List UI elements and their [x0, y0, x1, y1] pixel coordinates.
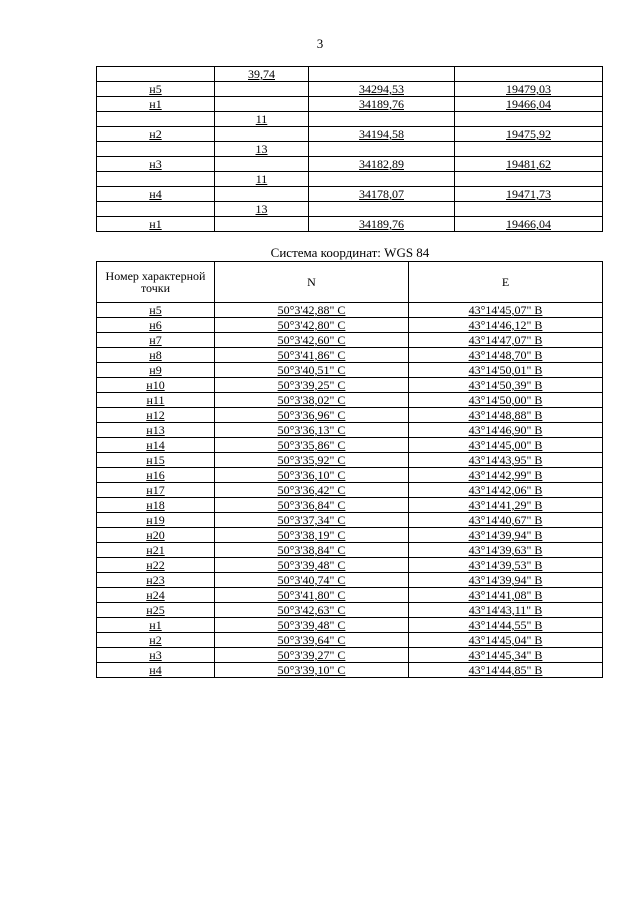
- table-row: [97, 468, 603, 483]
- e-coordinate-cell-text: 43°14'45,00" В: [468, 438, 543, 452]
- e-coordinate-cell: [409, 543, 603, 558]
- e-coordinate-cell: [409, 303, 603, 318]
- n-coordinate-cell: [215, 543, 409, 558]
- point-name-cell: [97, 318, 215, 333]
- table-row: [97, 663, 603, 678]
- local-coordinates-table: [96, 66, 603, 232]
- table-row: [97, 498, 603, 513]
- e-coordinate-cell: [409, 468, 603, 483]
- n-coordinate-cell: [215, 318, 409, 333]
- point-name-cell-text: н21: [146, 543, 165, 557]
- e-coordinate-cell: [409, 663, 603, 678]
- y-coordinate-cell-text: 19466,04: [506, 97, 551, 111]
- n-coordinate-cell: [215, 393, 409, 408]
- n-coordinate-cell: [215, 603, 409, 618]
- n-coordinate-cell: [215, 573, 409, 588]
- n-coordinate-cell-text: 50°3'39,48" С: [277, 618, 346, 632]
- point-name-cell: [97, 588, 215, 603]
- e-coordinate-cell-text: 43°14'39,94" В: [468, 528, 543, 542]
- e-coordinate-cell: [409, 618, 603, 633]
- n-coordinate-cell-text: 50°3'36,13" С: [277, 423, 346, 437]
- point-name-cell-text: н1: [149, 618, 162, 632]
- point-name-cell-text: н6: [149, 318, 162, 332]
- point-name-cell: [97, 333, 215, 348]
- n-coordinate-cell: [215, 453, 409, 468]
- e-coordinate-cell: [409, 498, 603, 513]
- point-name-cell-text: н4: [149, 663, 162, 677]
- e-coordinate-cell-text: 43°14'44,85" В: [468, 663, 543, 677]
- table-row: [97, 558, 603, 573]
- e-coordinate-cell-text: 43°14'45,34" В: [468, 648, 543, 662]
- n-coordinate-cell: [215, 618, 409, 633]
- point-name-cell-text: н4: [149, 187, 162, 201]
- y-coordinate-cell: [455, 187, 603, 202]
- point-name-cell: [97, 423, 215, 438]
- point-name-cell-text: н25: [146, 603, 165, 617]
- n-coordinate-cell: [215, 468, 409, 483]
- header-n: N: [215, 262, 409, 303]
- e-coordinate-cell: [409, 558, 603, 573]
- e-coordinate-cell-text: 43°14'42,99" В: [468, 468, 543, 482]
- e-coordinate-cell-text: 43°14'39,53" В: [468, 558, 543, 572]
- segment-length-cell: [215, 187, 309, 202]
- segment-length-cell: [215, 82, 309, 97]
- n-coordinate-cell: [215, 378, 409, 393]
- table-row: [97, 333, 603, 348]
- table-row: [97, 217, 603, 232]
- e-coordinate-cell-text: 43°14'50,01" В: [468, 363, 543, 377]
- point-name-cell-text: н7: [149, 333, 162, 347]
- point-name-cell: [97, 142, 215, 157]
- point-name-cell-text: н9: [149, 363, 162, 377]
- segment-length-cell-text: 13: [255, 202, 268, 216]
- n-coordinate-cell: [215, 483, 409, 498]
- point-name-cell: [97, 513, 215, 528]
- table-row: [97, 82, 603, 97]
- e-coordinate-cell: [409, 378, 603, 393]
- e-coordinate-cell: [409, 318, 603, 333]
- point-name-cell: [97, 348, 215, 363]
- e-coordinate-cell: [409, 633, 603, 648]
- e-coordinate-cell-text: 43°14'41,29" В: [468, 498, 543, 512]
- segment-length-cell: [215, 127, 309, 142]
- point-name-cell-text: н11: [146, 393, 165, 407]
- table-row: [97, 483, 603, 498]
- table-row: [97, 528, 603, 543]
- e-coordinate-cell-text: 43°14'41,08" В: [468, 588, 543, 602]
- point-name-cell: [97, 303, 215, 318]
- x-coordinate-cell: [309, 157, 455, 172]
- point-name-cell: [97, 453, 215, 468]
- point-name-cell: [97, 187, 215, 202]
- y-coordinate-cell-text: 19466,04: [506, 217, 551, 231]
- y-coordinate-cell-text: 19481,62: [506, 157, 551, 171]
- table-row: [97, 408, 603, 423]
- point-name-cell-text: н18: [146, 498, 165, 512]
- n-coordinate-cell-text: 50°3'42,88" С: [277, 303, 346, 317]
- n-coordinate-cell-text: 50°3'36,42" С: [277, 483, 346, 497]
- table-row: [97, 438, 603, 453]
- y-coordinate-cell: [455, 202, 603, 217]
- x-coordinate-cell: [309, 142, 455, 157]
- x-coordinate-cell: [309, 127, 455, 142]
- x-coordinate-cell-text: 34182,89: [359, 157, 404, 171]
- n-coordinate-cell-text: 50°3'40,51" С: [277, 363, 346, 377]
- n-coordinate-cell-text: 50°3'42,60" С: [277, 333, 346, 347]
- e-coordinate-cell-text: 43°14'43,95" В: [468, 453, 543, 467]
- x-coordinate-cell-text: 34189,76: [359, 97, 404, 111]
- table-row: [97, 142, 603, 157]
- e-coordinate-cell-text: 43°14'48,88" В: [468, 408, 543, 422]
- table-row: [97, 543, 603, 558]
- point-name-cell-text: н17: [146, 483, 165, 497]
- n-coordinate-cell-text: 50°3'39,64" С: [277, 633, 346, 647]
- point-name-cell: [97, 498, 215, 513]
- n-coordinate-cell: [215, 663, 409, 678]
- y-coordinate-cell-text: 19475,92: [506, 127, 551, 141]
- n-coordinate-cell: [215, 438, 409, 453]
- y-coordinate-cell-text: 19471,73: [506, 187, 551, 201]
- e-coordinate-cell-text: 43°14'39,63" В: [468, 543, 543, 557]
- y-coordinate-cell: [455, 127, 603, 142]
- point-name-cell: [97, 438, 215, 453]
- n-coordinate-cell: [215, 528, 409, 543]
- table-row: [97, 187, 603, 202]
- point-name-cell-text: н14: [146, 438, 165, 452]
- e-coordinate-cell: [409, 438, 603, 453]
- n-coordinate-cell: [215, 588, 409, 603]
- table-row: [97, 633, 603, 648]
- point-name-cell: [97, 97, 215, 112]
- e-coordinate-cell-text: 43°14'42,06" В: [468, 483, 543, 497]
- point-name-cell-text: н19: [146, 513, 165, 527]
- point-name-cell: [97, 82, 215, 97]
- point-name-cell-text: н13: [146, 423, 165, 437]
- e-coordinate-cell-text: 43°14'45,07" В: [468, 303, 543, 317]
- point-name-cell-text: н5: [149, 82, 162, 96]
- e-coordinate-cell-text: 43°14'45,04" В: [468, 633, 543, 647]
- n-coordinate-cell: [215, 633, 409, 648]
- e-coordinate-cell: [409, 363, 603, 378]
- n-coordinate-cell-text: 50°3'35,92" С: [277, 453, 346, 467]
- n-coordinate-cell: [215, 558, 409, 573]
- segment-length-cell: [215, 172, 309, 187]
- segment-length-cell-text: 11: [255, 112, 268, 126]
- table-row: [97, 157, 603, 172]
- n-coordinate-cell-text: 50°3'39,10" С: [277, 663, 346, 677]
- n-coordinate-cell-text: 50°3'38,84" С: [277, 543, 346, 557]
- point-name-cell-text: н16: [146, 468, 165, 482]
- point-name-cell: [97, 378, 215, 393]
- n-coordinate-cell: [215, 498, 409, 513]
- table-row: [97, 172, 603, 187]
- x-coordinate-cell: [309, 187, 455, 202]
- y-coordinate-cell: [455, 142, 603, 157]
- table-row: [97, 303, 603, 318]
- x-coordinate-cell: [309, 97, 455, 112]
- x-coordinate-cell: [309, 217, 455, 232]
- table-row: [97, 363, 603, 378]
- point-name-cell: [97, 112, 215, 127]
- x-coordinate-cell: [309, 82, 455, 97]
- point-name-cell: [97, 483, 215, 498]
- e-coordinate-cell: [409, 333, 603, 348]
- segment-length-cell: [215, 97, 309, 112]
- e-coordinate-cell: [409, 453, 603, 468]
- point-name-cell: [97, 543, 215, 558]
- x-coordinate-cell: [309, 172, 455, 187]
- table-row: [97, 202, 603, 217]
- e-coordinate-cell-text: 43°14'40,67" В: [468, 513, 543, 527]
- point-name-cell: [97, 127, 215, 142]
- point-name-cell: [97, 363, 215, 378]
- e-coordinate-cell: [409, 513, 603, 528]
- point-name-cell-text: н1: [149, 217, 162, 231]
- n-coordinate-cell: [215, 363, 409, 378]
- point-name-cell: [97, 528, 215, 543]
- table-row: [97, 67, 603, 82]
- table-row: [97, 588, 603, 603]
- y-coordinate-cell: [455, 172, 603, 187]
- x-coordinate-cell: [309, 112, 455, 127]
- point-name-cell: [97, 663, 215, 678]
- point-name-cell: [97, 202, 215, 217]
- header-point-number: Номер характерной точки: [97, 262, 215, 303]
- table-row: [97, 318, 603, 333]
- n-coordinate-cell-text: 50°3'35,86" С: [277, 438, 346, 452]
- segment-length-cell: [215, 202, 309, 217]
- point-name-cell: [97, 393, 215, 408]
- e-coordinate-cell: [409, 603, 603, 618]
- n-coordinate-cell-text: 50°3'36,10" С: [277, 468, 346, 482]
- n-coordinate-cell-text: 50°3'40,74" С: [277, 573, 346, 587]
- x-coordinate-cell: [309, 67, 455, 82]
- point-name-cell: [97, 468, 215, 483]
- segment-length-cell: [215, 112, 309, 127]
- n-coordinate-cell-text: 50°3'41,86" С: [277, 348, 346, 362]
- segment-length-cell-text: 39,74: [248, 67, 275, 81]
- table-row: [97, 603, 603, 618]
- segment-length-cell: [215, 142, 309, 157]
- table-row: [97, 453, 603, 468]
- x-coordinate-cell-text: 34294,53: [359, 82, 404, 96]
- y-coordinate-cell: [455, 217, 603, 232]
- y-coordinate-cell-text: 19479,03: [506, 82, 551, 96]
- y-coordinate-cell: [455, 112, 603, 127]
- table-row: [97, 648, 603, 663]
- x-coordinate-cell-text: 34189,76: [359, 217, 404, 231]
- y-coordinate-cell: [455, 157, 603, 172]
- point-name-cell-text: н10: [146, 378, 165, 392]
- e-coordinate-cell: [409, 348, 603, 363]
- e-coordinate-cell-text: 43°14'47,07" В: [468, 333, 543, 347]
- n-coordinate-cell-text: 50°3'36,96" С: [277, 408, 346, 422]
- point-name-cell: [97, 618, 215, 633]
- table-row: [97, 393, 603, 408]
- e-coordinate-cell-text: 43°14'48,70" В: [468, 348, 543, 362]
- n-coordinate-cell-text: 50°3'36,84" С: [277, 498, 346, 512]
- page-number: 3: [316, 36, 324, 51]
- point-name-cell-text: н24: [146, 588, 165, 602]
- point-name-cell: [97, 157, 215, 172]
- point-name-cell-text: н3: [149, 648, 162, 662]
- n-coordinate-cell-text: 50°3'42,63" С: [277, 603, 346, 617]
- e-coordinate-cell-text: 43°14'46,12" В: [468, 318, 543, 332]
- segment-length-cell-text: 13: [255, 142, 268, 156]
- wgs84-coordinates-table: [96, 261, 603, 678]
- table-row: [97, 112, 603, 127]
- point-name-cell: [97, 633, 215, 648]
- point-name-cell: [97, 573, 215, 588]
- n-coordinate-cell-text: 50°3'39,48" С: [277, 558, 346, 572]
- e-coordinate-cell-text: 43°14'50,39" В: [468, 378, 543, 392]
- point-name-cell-text: н1: [149, 97, 162, 111]
- point-name-cell-text: н12: [146, 408, 165, 422]
- table-row: [97, 348, 603, 363]
- n-coordinate-cell-text: 50°3'38,02" С: [277, 393, 346, 407]
- coordinate-system-caption: Система координат: WGS 84: [270, 245, 430, 260]
- point-name-cell: [97, 603, 215, 618]
- segment-length-cell: [215, 217, 309, 232]
- table-row: [97, 378, 603, 393]
- n-coordinate-cell-text: 50°3'37,34" С: [277, 513, 346, 527]
- n-coordinate-cell: [215, 333, 409, 348]
- point-name-cell-text: н23: [146, 573, 165, 587]
- n-coordinate-cell: [215, 348, 409, 363]
- segment-length-cell: [215, 157, 309, 172]
- table-row: [97, 97, 603, 112]
- point-name-cell-text: н3: [149, 157, 162, 171]
- point-name-cell-text: н22: [146, 558, 165, 572]
- n-coordinate-cell-text: 50°3'39,27" С: [277, 648, 346, 662]
- table-row: [97, 423, 603, 438]
- point-name-cell: [97, 217, 215, 232]
- e-coordinate-cell-text: 43°14'50,00" В: [468, 393, 543, 407]
- n-coordinate-cell: [215, 423, 409, 438]
- n-coordinate-cell: [215, 648, 409, 663]
- e-coordinate-cell: [409, 408, 603, 423]
- y-coordinate-cell: [455, 67, 603, 82]
- table-row: [97, 513, 603, 528]
- e-coordinate-cell: [409, 588, 603, 603]
- point-name-cell: [97, 408, 215, 423]
- table-row: [97, 573, 603, 588]
- table-row: [97, 127, 603, 142]
- e-coordinate-cell: [409, 423, 603, 438]
- n-coordinate-cell-text: 50°3'38,19" С: [277, 528, 346, 542]
- n-coordinate-cell: [215, 408, 409, 423]
- point-name-cell-text: н5: [149, 303, 162, 317]
- e-coordinate-cell-text: 43°14'43,11" В: [468, 603, 543, 617]
- x-coordinate-cell-text: 34194,58: [359, 127, 404, 141]
- point-name-cell-text: н20: [146, 528, 165, 542]
- point-name-cell: [97, 558, 215, 573]
- header-e: E: [409, 262, 603, 303]
- point-name-cell-text: н2: [149, 127, 162, 141]
- e-coordinate-cell: [409, 483, 603, 498]
- e-coordinate-cell: [409, 528, 603, 543]
- n-coordinate-cell-text: 50°3'39,25" С: [277, 378, 346, 392]
- point-name-cell-text: н2: [149, 633, 162, 647]
- table-header-row: [97, 262, 603, 303]
- point-name-cell-text: н8: [149, 348, 162, 362]
- n-coordinate-cell: [215, 513, 409, 528]
- e-coordinate-cell-text: 43°14'44,55" В: [468, 618, 543, 632]
- point-name-cell: [97, 67, 215, 82]
- n-coordinate-cell-text: 50°3'41,80" С: [277, 588, 346, 602]
- point-name-cell-text: н15: [146, 453, 165, 467]
- e-coordinate-cell-text: 43°14'39,94" В: [468, 573, 543, 587]
- segment-length-cell: [215, 67, 309, 82]
- x-coordinate-cell: [309, 202, 455, 217]
- x-coordinate-cell-text: 34178,07: [359, 187, 404, 201]
- point-name-cell: [97, 172, 215, 187]
- y-coordinate-cell: [455, 82, 603, 97]
- segment-length-cell-text: 11: [255, 172, 268, 186]
- table-row: [97, 618, 603, 633]
- e-coordinate-cell-text: 43°14'46,90" В: [468, 423, 543, 437]
- n-coordinate-cell-text: 50°3'42,80" С: [277, 318, 346, 332]
- e-coordinate-cell: [409, 573, 603, 588]
- point-name-cell: [97, 648, 215, 663]
- e-coordinate-cell: [409, 648, 603, 663]
- e-coordinate-cell: [409, 393, 603, 408]
- n-coordinate-cell: [215, 303, 409, 318]
- y-coordinate-cell: [455, 97, 603, 112]
